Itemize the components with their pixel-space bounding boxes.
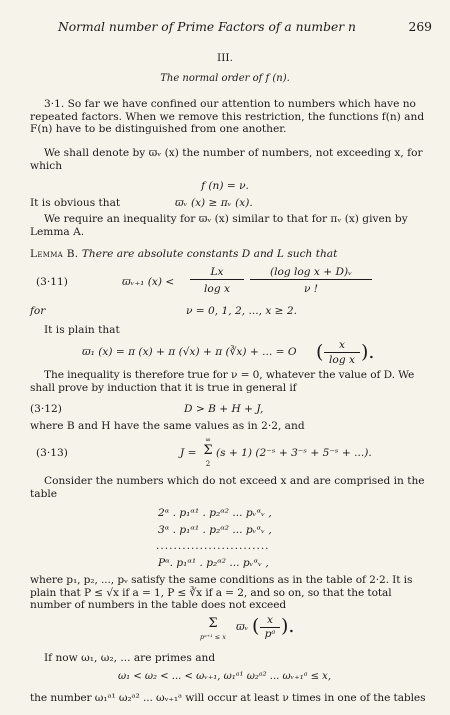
eq312-body: D > B + H + J, — [184, 403, 264, 415]
obvious-equation: ϖᵥ (x) ≥ πᵥ (x). — [175, 197, 253, 209]
p4-line1: We require an inequality for ϖᵥ (x) similar to that for πᵥ (x) given by — [44, 213, 408, 225]
eq311-lhs: ϖᵥ₊₁ (x) < — [122, 276, 175, 288]
p8-line1: where p₁, p₂, ..., pᵥ satisfy the same conditions as in the table of 2·2. It is — [30, 574, 413, 586]
eq-sum-num: x — [260, 614, 280, 628]
paragraph-where-bh: where B and H have the same values as in 2·2, and — [30, 420, 305, 432]
section-title: The normal order of f (n). — [160, 73, 290, 84]
paragraph-obvious — [30, 197, 432, 210]
for-cond: ν = 0, 1, 2, ..., x ≥ 2. — [186, 305, 298, 317]
p7-line1: Consider the numbers which do not exceed x and are comprised in the — [44, 475, 425, 487]
p4-line2: Lemma A. — [30, 225, 85, 238]
table-row-2: 3ᵅ . p₁ᵅ¹ . p₂ᵅ² ... pᵥᵅᵥ , — [158, 524, 272, 536]
section-numeral: III. — [217, 52, 233, 64]
lemma-label: Lemma B. — [30, 248, 79, 260]
p5-line1: The inequality is therefore true for ν = 0, whatever the value of D. We — [44, 369, 415, 381]
p1-line1: 3·1. So far we have confined our attention to numbers which have no — [44, 98, 416, 110]
obvious-lead: It is obvious that — [30, 197, 121, 209]
equation-3-13 — [30, 436, 432, 470]
eq-sum-den: pᵃ — [264, 628, 276, 640]
eq313-sum-bot: 2 — [205, 460, 211, 468]
equation-plain — [30, 338, 432, 368]
equation-3-12 — [30, 403, 432, 416]
p5-line2: shall prove by induction that it is true in general if — [30, 381, 297, 394]
eq-plain-lparen: ( — [316, 341, 324, 363]
for-word: for — [30, 305, 46, 317]
plain-line: It is plain that — [44, 324, 120, 336]
p2-line1: We shall denote by ϖᵥ (x) the number of numbers, not exceeding x, for — [44, 147, 423, 159]
paragraph-3-1 — [30, 98, 432, 136]
paragraph-the-number: the number ω₁ᵃ¹ ω₂ᵃ² ... ωᵥ₊₁ᵃ will occur at least ν times in one of the tables — [30, 692, 426, 704]
p8-line2: plain that P ≤ √x if a = 1, P ≤ ∛x if a = 2, and so on, so that the total — [30, 586, 392, 599]
paragraph-if-now: If now ω₁, ω₂, ... are primes and — [44, 652, 216, 664]
paragraph-inequality — [30, 369, 432, 394]
eq313-sigma: Σ — [203, 443, 213, 458]
paragraph-require — [30, 213, 432, 238]
table-row-3: Pᵅ. p₁ᵅ¹ . p₂ᵅ² ... pᵥᵅᵥ , — [158, 557, 269, 569]
paragraph-consider — [30, 475, 432, 500]
table-row-1: 2ᵅ . p₁ᵅ¹ . p₂ᵅ² ... pᵥᵅᵥ , — [158, 507, 272, 519]
eq-plain-rparen: ). — [361, 341, 375, 363]
p7-line2: table — [30, 487, 58, 500]
for-condition — [30, 305, 432, 318]
eq-plain-num: x — [324, 339, 360, 353]
eq313-tag: (3·13) — [36, 447, 68, 459]
eq313-body: (s + 1) (2⁻ˢ + 3⁻ˢ + 5⁻ˢ + ...). — [216, 447, 372, 459]
p2-line2: which — [30, 159, 63, 172]
eq311-den2: ν ! — [303, 283, 319, 295]
equation-sum — [30, 614, 432, 648]
page-number: 269 — [408, 20, 432, 34]
p1-line2: repeated factors. When we remove this restriction, the functions f(n) and — [30, 110, 425, 123]
eq313-sum-top: ∞ — [205, 436, 211, 444]
eq-sum-body: ϖᵥ — [236, 621, 249, 633]
running-title: Normal number of Prime Factors of a number n — [58, 20, 356, 34]
eq-sum-sub: pᵃ⁺¹ ≤ x — [200, 633, 226, 641]
p1-line3: F(n) have to be distinguished from one another. — [30, 123, 287, 136]
paragraph-denote — [30, 147, 432, 172]
eq-plain-den: log x — [329, 354, 355, 366]
eq-sum-sigma: Σ — [208, 616, 218, 631]
eq-sum-rparen: ). — [281, 615, 295, 637]
equation-3-11 — [30, 264, 432, 302]
p8-line3: number of numbers in the table does not exceed — [30, 599, 287, 612]
eq311-num2: (log log x + D)ᵥ — [250, 266, 372, 280]
eq-plain-lhs: ϖ₁ (x) = π (x) + π (√x) + π (∛x) + ... = O — [82, 346, 297, 358]
equation-fn: f (n) = ν. — [201, 180, 249, 192]
table-dots: .......................... — [156, 540, 270, 552]
equation-omega: ω₁ < ω₂ < ... < ωᵥ₊₁, ω₁ᵃ¹ ω₂ᵃ² ... ωᵥ₊₁ᵃ ≤ x, — [118, 671, 331, 682]
eq311-tag: (3·11) — [36, 276, 68, 288]
paragraph-where-p — [30, 574, 432, 612]
running-header — [58, 20, 432, 35]
eq311-num1: Lx — [190, 266, 244, 280]
eq312-tag: (3·12) — [30, 403, 62, 415]
lemma-b — [30, 248, 432, 261]
eq-sum-lparen: ( — [252, 615, 260, 637]
eq311-den1: log x — [204, 283, 230, 295]
lemma-statement: There are absolute constants D and L such that — [81, 248, 338, 260]
eq313-lhs: J = — [180, 447, 197, 459]
